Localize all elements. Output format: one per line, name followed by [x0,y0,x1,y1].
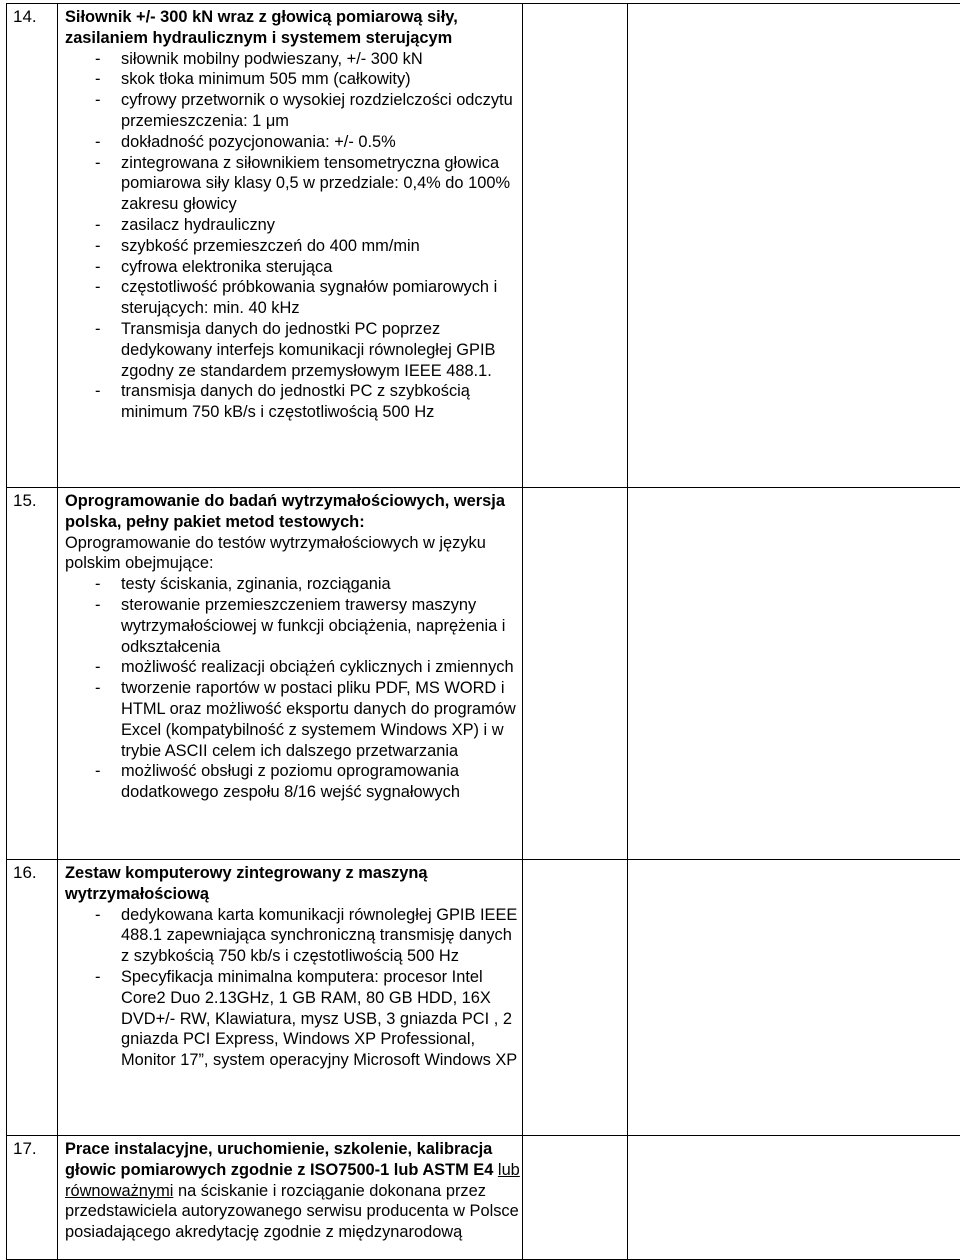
row-description [58,4,523,488]
item-title: Zestaw komputerowy zintegrowany z maszyną wytrzymałościową [65,863,522,905]
list-item: - dedykowana karta komunikacji równoległej GPIB IEEE 488.1 zapewniająca synchroniczną transmisję danych z szybkością 750 kb/s i częstotliwością 500 Hz [65,905,522,967]
item-text: na ściskanie i rozciąganie dokonana przez przedstawiciela autoryzowanego serwisu producenta w Polsce posiadającego akredytację zgodnie z międzynarodową [65,1182,519,1242]
empty-cell [523,488,628,860]
list-item: - zintegrowana z siłownikiem tensometryczna głowica pomiarowa siły klasy 0,5 w przedziale: 0,4% do 100% zakresu głowicy [65,153,522,215]
empty-cell [628,4,960,488]
list-item: - tworzenie raportów w postaci pliku PDF, MS WORD i HTML oraz możliwość eksportu danych do programów Excel (kompatybilność z systemem Windows XP) i w trybie ASCII celem ich dalszego przetwarzania [65,678,522,761]
list-item-text: cyfrowy przetwornik o wysokiej rozdzielczości odczytu przemieszczenia: 1 μm [121,91,513,130]
item-title: Prace instalacyjne, uruchomienie, szkolenie, kalibracja głowic pomiarowych zgodnie z ISO7500-1 lub ASTM E4 [65,1140,493,1179]
row-number: 14. [7,4,58,488]
empty-cell [628,860,960,1136]
item-title: Siłownik +/- 300 kN wraz z głowicą pomiarową siły, zasilaniem hydraulicznym i systemem sterującym [65,7,522,49]
row-description [58,488,523,860]
empty-cell [523,860,628,1136]
list-item: - skok tłoka minimum 505 mm (całkowity) [65,69,522,90]
list-item-text: skok tłoka minimum 505 mm (całkowity) [121,70,411,88]
list-item-text: zasilacz hydrauliczny [121,216,275,234]
table-row [7,860,960,1136]
list-item: - możliwość realizacji obciążeń cyklicznych i zmiennych [65,657,522,678]
underlined-text: lub równoważnymi [65,1161,520,1200]
list-item-text: transmisja danych do jednostki PC z szybkością minimum 750 kB/s i częstotliwością 500 Hz [121,382,470,421]
list-item-text: szybkość przemieszczeń do 400 mm/min [121,237,420,255]
table-row [7,488,960,860]
list-item-text: siłownik mobilny podwieszany, +/- 300 kN [121,50,423,68]
item-list [65,574,522,803]
specification-table [6,3,960,1260]
list-item: - sterowanie przemieszczeniem trawersy maszyny wytrzymałościowej w funkcji obciążenia, naprężenia i odkształcenia [65,595,522,657]
row-description [58,1136,523,1260]
list-item: - możliwość obsługi z poziomu oprogramowania dodatkowego zespołu 8/16 wejść sygnałowych [65,761,522,803]
list-item: - cyfrowa elektronika sterująca [65,257,522,278]
list-item-text: częstotliwość próbkowania sygnałów pomiarowych i sterujących: min. 40 kHz [121,278,497,317]
item-list [65,905,522,1071]
list-item-text: możliwość realizacji obciążeń cyklicznych i zmiennych [121,658,514,676]
table-row [7,1136,960,1260]
row-description [58,860,523,1136]
item-list [65,49,522,423]
list-item: - cyfrowy przetwornik o wysokiej rozdzielczości odczytu przemieszczenia: 1 μm [65,90,522,132]
list-item-text: możliwość obsługi z poziomu oprogramowania dodatkowego zespołu 8/16 wejść sygnałowych [121,762,460,801]
list-item-text: dokładność pozycjonowania: +/- 0.5% [121,133,396,151]
table-row [7,4,960,488]
row-number: 16. [7,860,58,1136]
list-item-text: Specyfikacja minimalna komputera: procesor Intel Core2 Duo 2.13GHz, 1 GB RAM, 80 GB HDD, 16X DVD+/- RW, Klawiatura, mysz USB, 3 gniazda PCI , 2 gniazda PCI Express, Windows XP Professional, Monitor 17”, system operacyjny Microsoft Windows XP [121,968,517,1069]
list-item: - Specyfikacja minimalna komputera: procesor Intel Core2 Duo 2.13GHz, 1 GB RAM, 80 GB HDD, 16X DVD+/- RW, Klawiatura, mysz USB, 3 gniazda PCI , 2 gniazda PCI Express, Windows XP Professional, Monitor 17”, system operacyjny Microsoft Windows XP [65,967,522,1071]
item-intro: Oprogramowanie do testów wytrzymałościowych w języku polskim obejmujące: [65,533,522,575]
list-item: - szybkość przemieszczeń do 400 mm/min [65,236,522,257]
list-item-text: cyfrowa elektronika sterująca [121,258,332,276]
row-number: 17. [7,1136,58,1260]
list-item-text: Transmisja danych do jednostki PC poprzez dedykowany interfejs komunikacji równoległej GPIB zgodny ze standardem przemysłowym IEEE 488.1. [121,320,495,380]
empty-cell [628,488,960,860]
empty-cell [523,4,628,488]
list-item-text: testy ściskania, zginania, rozciągania [121,575,391,593]
list-item-text: sterowanie przemieszczeniem trawersy maszyny wytrzymałościowej w funkcji obciążenia, naprężenia i odkształcenia [121,596,505,656]
list-item-text: zintegrowana z siłownikiem tensometryczna głowica pomiarowa siły klasy 0,5 w przedziale: 0,4% do 100% zakresu głowicy [121,154,510,214]
list-item: - transmisja danych do jednostki PC z szybkością minimum 750 kB/s i częstotliwością 500 Hz [65,381,522,423]
empty-cell [523,1136,628,1260]
list-item: - zasilacz hydrauliczny [65,215,522,236]
list-item-text: dedykowana karta komunikacji równoległej GPIB IEEE 488.1 zapewniająca synchroniczną transmisję danych z szybkością 750 kb/s i częstotliwością 500 Hz [121,906,517,966]
list-item: - siłownik mobilny podwieszany, +/- 300 kN [65,49,522,70]
row-number: 15. [7,488,58,860]
item-title: Oprogramowanie do badań wytrzymałościowych, wersja polska, pełny pakiet metod testowych: [65,491,522,533]
list-item: - Transmisja danych do jednostki PC poprzez dedykowany interfejs komunikacji równoległej GPIB zgodny ze standardem przemysłowym IEEE 488.1. [65,319,522,381]
list-item: - testy ściskania, zginania, rozciągania [65,574,522,595]
list-item-text: tworzenie raportów w postaci pliku PDF, MS WORD i HTML oraz możliwość eksportu danych do programów Excel (kompatybilność z systemem Windows XP) i w trybie ASCII celem ich dalszego przetwarzania [121,679,516,759]
list-item: - dokładność pozycjonowania: +/- 0.5% [65,132,522,153]
empty-cell [628,1136,960,1260]
list-item: - częstotliwość próbkowania sygnałów pomiarowych i sterujących: min. 40 kHz [65,277,522,319]
